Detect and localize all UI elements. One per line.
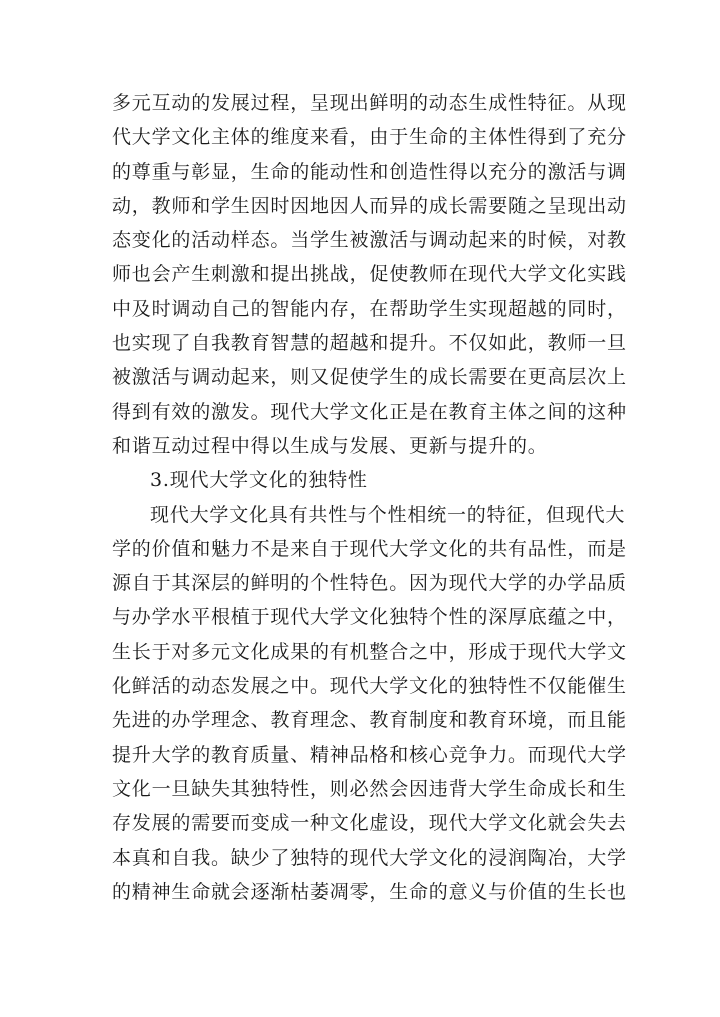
- text-line: 源自于其深层的鲜明的个性特色。因为现代大学的办学品质: [112, 572, 627, 595]
- text-line: 提升大学的教育质量、精神品格和核心竞争力。而现代大学: [112, 743, 627, 766]
- text-line: 的尊重与彰显，生命的能动性和创造性得以充分的激活与调: [112, 160, 627, 183]
- text-line: 动，教师和学生因时因地因人而异的成长需要随之呈现出动: [112, 194, 627, 217]
- text-line: 被激活与调动起来，则又促使学生的成长需要在更高层次上: [112, 366, 627, 389]
- text-line: 文化一旦缺失其独特性，则必然会因违背大学生命成长和生: [112, 777, 627, 800]
- document-page: [112, 86, 627, 909]
- text-line: 存发展的需要而变成一种文化虚设，现代大学文化就会失去: [112, 812, 627, 835]
- paragraph-uniqueness: [112, 498, 627, 910]
- text-line: 也实现了自我教育智慧的超越和提升。不仅如此，教师一旦: [112, 332, 627, 355]
- text-line: 本真和自我。缺少了独特的现代大学文化的浸润陶冶，大学: [112, 846, 627, 869]
- text-line: 得到有效的激发。现代大学文化正是在教育主体之间的这种: [112, 400, 627, 423]
- text-line: 与办学水平根植于现代大学文化独特个性的深厚底蕴之中，: [112, 606, 627, 629]
- text-line: 先进的办学理念、教育理念、教育制度和教育环境，而且能: [112, 709, 627, 732]
- text-line: 现代大学文化具有共性与个性相统一的特征，但现代大: [150, 503, 626, 526]
- text-line: 的精神生命就会逐渐枯萎凋零，生命的意义与价值的生长也: [112, 880, 627, 903]
- text-line: 生长于对多元文化成果的有机整合之中，形成于现代大学文: [112, 640, 627, 663]
- text-line: 化鲜活的动态发展之中。现代大学文化的独特性不仅能催生: [112, 675, 627, 698]
- text-line: 态变化的活动样态。当学生被激活与调动起来的时候，对教: [112, 229, 627, 252]
- text-line: 代大学文化主体的维度来看，由于生命的主体性得到了充分: [112, 126, 627, 149]
- text-line: 多元互动的发展过程，呈现出鲜明的动态生成性特征。从现: [112, 92, 627, 114]
- text-line: 中及时调动自己的智能内存，在帮助学生实现超越的同时，: [112, 297, 627, 320]
- paragraph-dynamic-generation: [112, 86, 627, 463]
- text-line: 和谐互动过程中得以生成与发展、更新与提升的。: [112, 434, 548, 457]
- section-heading: 3.现代大学文化的独特性: [150, 469, 368, 492]
- text-line: 师也会产生刺激和提出挑战，促使教师在现代大学文化实践: [112, 263, 627, 286]
- text-line: 学的价值和魅力不是来自于现代大学文化的共有品性，而是: [112, 537, 627, 560]
